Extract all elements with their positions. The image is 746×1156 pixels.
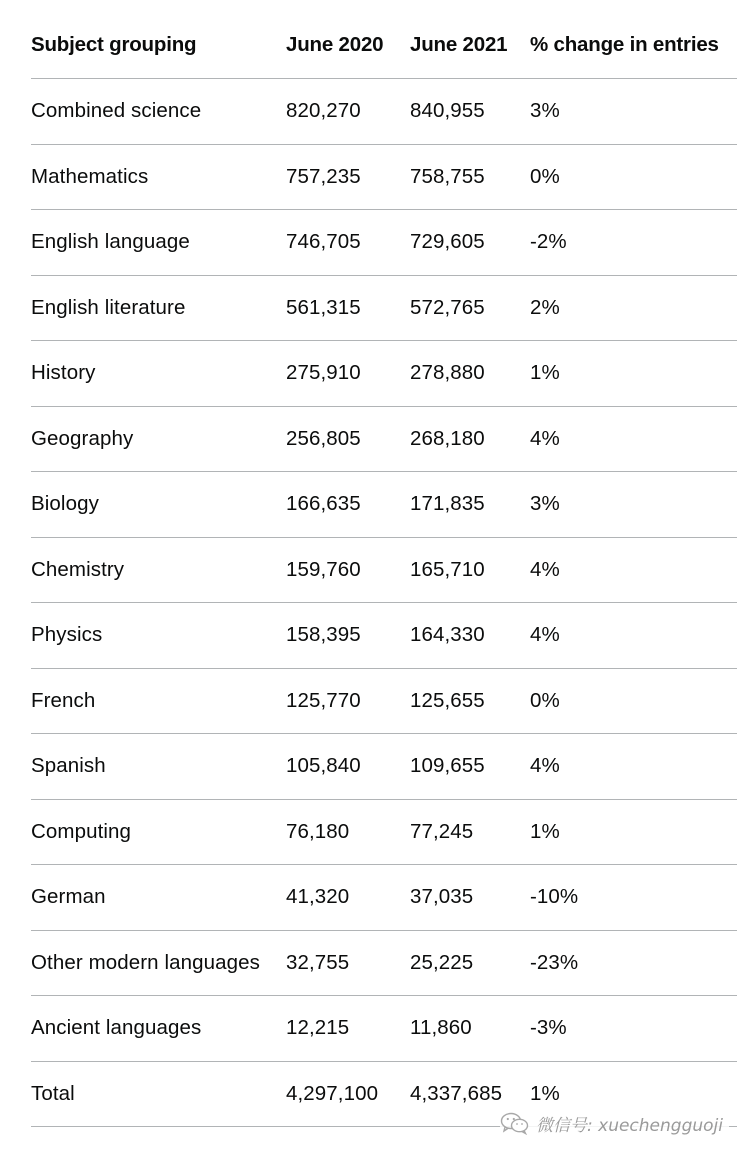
cell-percent-change: 1%	[530, 1061, 737, 1127]
cell-subject: German	[31, 865, 286, 931]
cell-percent-change: 1%	[530, 799, 737, 865]
cell-subject: Physics	[31, 603, 286, 669]
cell-percent-change: 4%	[530, 603, 737, 669]
header-june-2021: June 2021	[410, 12, 530, 79]
cell-percent-change: -10%	[530, 865, 737, 931]
cell-june-2020: 158,395	[286, 603, 410, 669]
table-row	[31, 603, 737, 669]
cell-june-2021: 77,245	[410, 799, 530, 865]
cell-june-2020: 820,270	[286, 79, 410, 145]
cell-percent-change: 0%	[530, 668, 737, 734]
cell-june-2021: 171,835	[410, 472, 530, 538]
watermark-text: 微信号: xuechengguoji	[536, 1115, 723, 1136]
table-row	[31, 210, 737, 276]
cell-june-2021: 758,755	[410, 144, 530, 210]
table-row	[31, 668, 737, 734]
cell-subject: History	[31, 341, 286, 407]
cell-june-2020: 32,755	[286, 930, 410, 996]
cell-june-2020: 166,635	[286, 472, 410, 538]
cell-june-2021: 268,180	[410, 406, 530, 472]
table-row	[31, 144, 737, 210]
table-row	[31, 930, 737, 996]
header-subject-grouping: Subject grouping	[31, 12, 286, 79]
cell-subject: French	[31, 668, 286, 734]
cell-percent-change: -23%	[530, 930, 737, 996]
cell-percent-change: 0%	[530, 144, 737, 210]
wechat-icon	[500, 1111, 530, 1135]
table-body	[31, 79, 737, 1127]
cell-june-2021: 840,955	[410, 79, 530, 145]
cell-subject: Geography	[31, 406, 286, 472]
cell-percent-change: -3%	[530, 996, 737, 1062]
cell-june-2020: 275,910	[286, 341, 410, 407]
cell-june-2021: 109,655	[410, 734, 530, 800]
table-row	[31, 799, 737, 865]
cell-june-2021: 11,860	[410, 996, 530, 1062]
table-row	[31, 472, 737, 538]
cell-june-2020: 41,320	[286, 865, 410, 931]
cell-june-2020: 125,770	[286, 668, 410, 734]
cell-subject: Spanish	[31, 734, 286, 800]
cell-percent-change: 4%	[530, 537, 737, 603]
cell-june-2021: 125,655	[410, 668, 530, 734]
cell-percent-change: 3%	[530, 472, 737, 538]
cell-subject: Ancient languages	[31, 996, 286, 1062]
cell-june-2020: 561,315	[286, 275, 410, 341]
cell-june-2021: 572,765	[410, 275, 530, 341]
watermark	[500, 1108, 729, 1138]
cell-subject: Chemistry	[31, 537, 286, 603]
cell-subject: Combined science	[31, 79, 286, 145]
cell-june-2020: 256,805	[286, 406, 410, 472]
cell-june-2021: 4,337,685	[410, 1061, 530, 1127]
header-percent-change: % change in entries	[530, 12, 737, 79]
cell-june-2021: 25,225	[410, 930, 530, 996]
cell-subject: Biology	[31, 472, 286, 538]
cell-june-2021: 278,880	[410, 341, 530, 407]
cell-subject: English language	[31, 210, 286, 276]
table-row	[31, 79, 737, 145]
cell-june-2020: 105,840	[286, 734, 410, 800]
cell-june-2020: 4,297,100	[286, 1061, 410, 1127]
cell-subject: Mathematics	[31, 144, 286, 210]
table-row	[31, 996, 737, 1062]
cell-june-2020: 12,215	[286, 996, 410, 1062]
cell-percent-change: 4%	[530, 734, 737, 800]
cell-june-2021: 729,605	[410, 210, 530, 276]
table-row	[31, 734, 737, 800]
cell-percent-change: 4%	[530, 406, 737, 472]
cell-subject: Other modern languages	[31, 930, 286, 996]
cell-percent-change: 2%	[530, 275, 737, 341]
cell-percent-change: 3%	[530, 79, 737, 145]
cell-june-2021: 165,710	[410, 537, 530, 603]
cell-june-2021: 37,035	[410, 865, 530, 931]
cell-june-2020: 757,235	[286, 144, 410, 210]
cell-subject: Computing	[31, 799, 286, 865]
table-row	[31, 537, 737, 603]
cell-subject: English literature	[31, 275, 286, 341]
entries-table	[31, 12, 737, 1127]
cell-june-2020: 159,760	[286, 537, 410, 603]
cell-june-2021: 164,330	[410, 603, 530, 669]
cell-june-2020: 76,180	[286, 799, 410, 865]
table-row	[31, 275, 737, 341]
header-june-2020: June 2020	[286, 12, 410, 79]
cell-june-2020: 746,705	[286, 210, 410, 276]
table-row	[31, 406, 737, 472]
cell-percent-change: 1%	[530, 341, 737, 407]
table-row	[31, 865, 737, 931]
table-row	[31, 341, 737, 407]
cell-subject: Total	[31, 1061, 286, 1127]
table-header-row	[31, 12, 737, 79]
cell-percent-change: -2%	[530, 210, 737, 276]
